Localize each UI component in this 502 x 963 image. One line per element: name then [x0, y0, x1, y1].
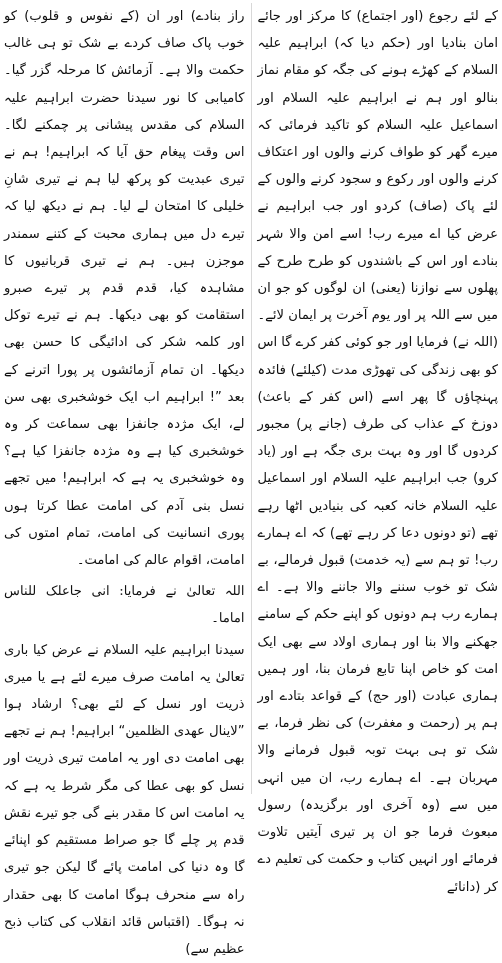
column-divider: [251, 3, 252, 794]
paragraph-quran-translation: کے لئے رجوع (اور اجتماع) کا مرکز اور جائے امان بنادیا اور (حکم دیا کہ) ابراہیم علیہ السلام کے کھڑے ہونے کی جگہ کو مقام نماز بنالو اور ہم نے ابراہیم علیہ السلام اور اسماعیل علیہ السلام کو تاکید فرمائی کہ میرے گھر کو طواف کرنے والوں اور اعتکاف کرنے والوں اور رکوع و سجود کرنے والوں کے لئے پاک (صاف) کردو اور جب ابراہیم نے عرض کیا اے میرے رب! اسے امن والا شہر بنادے اور اس کے باشندوں کو طرح طرح کے پھلوں سے نوازنا (یعنی) ان لوگوں کو جو ان میں سے اللہ پر اور یوم آخرت پر ایمان لائے۔ (اللہ نے) فرمایا اور جو کوئی کفر کرے گا اس کو بھی زندگی کی تھوڑی مدت (کیلئے) فائدہ پہنچاؤں گا پھر اسے (اس کفر کے باعث) دوزخ کے عذاب کی طرف (جانے پر) مجبور کردوں گا اور وہ بہت بری جگہ ہے اور (یاد کرو) جب ابراہیم علیہ السلام اور اسماعیل علیہ السلام خانہ کعبہ کی بنیادیں اٹھا رہے تھے (تو دونوں دعا کر رہے تھے) کہ اے ہمارے رب! تو ہم سے (یہ خدمت) قبول فرمالے، بے شک تو خوب سننے والا جاننے والا ہے۔ اے ہمارے رب ہم دونوں کو اپنے حکم کے سامنے جھکنے والا بنا اور ہماری اولاد سے بھی ایک امت کو خاص اپنا تابع فرمان بنا، اور ہمیں ہماری عبادت (اور حج) کے قواعد بتادے اور ہم پر (رحمت و مغفرت) کی نظر فرما، بے شک تو ہی بہت توبہ قبول فرمانے والا مہربان ہے۔ اے ہمارے رب، ان میں انہی میں سے (وہ آخری اور برگزیدہ) رسول مبعوث فرما جو ان پر تیری آیتیں تلاوت فرمائے اور انہیں کتاب و حکمت کی تعلیم دے کر (دانائے: [257, 9, 498, 895]
paragraph-ibrahim-request: سیدنا ابراہیم علیہ السلام نے عرض کیا باری تعالیٰ یہ امامت صرف میرے لئے ہے یا میری ذریت اور نسل کے لئے بھی؟ ارشاد ہوا ”لاینال عھدی الظلمین“ ابراہیم! ہم نے تجھے بھی امامت دی اور یہ امامت تیری ذریت اور نسل کو بھی عطا کی مگر شرط یہ ہے کہ یہ امامت اس کا مقدر بنے گی جو تیرے نقش قدم پر چلے گا جو صراط مستقیم کو اپنائے گا وہ دنیا کی امامت پائے گا لیکن جو تیری راہ سے منحرف ہوگا امامت کا بھی حقدار نہ ہوگا۔ (اقتباس قائد انقلاب کی کتاب ذبح عظیم سے): [4, 642, 245, 957]
paragraph-trial-passed: راز بنادے) اور ان (کے نفوس و قلوب) کو خوب پاک صاف کردے بے شک تو ہی غالب حکمت والا ہے۔ آزمائش کا مرحلہ گزر گیا۔ کامیابی کا نور سیدنا حضرت ابراہیم علیہ السلام کی مقدس پیشانی پر چمکنے لگا۔ اس وقت پیغام حق آیا کہ ابراہیم! ہم نے تیری عبدیت کو پرکھ لیا ہم نے تیری شانِ خلیلی کا امتحان لے لیا۔ ہم نے دیکھ لیا کہ تیرے دل میں ہماری محبت کے کتنے سمندر موجزن ہیں۔ ہم نے تیری قربانیوں کا مشاہدہ کیا، قدم قدم پر تیرے صبرو استقامت کو بھی دیکھا۔ ہم نے تیرے توکل اور کلمہ شکر کی ادائیگی کا حسن بھی دیکھا۔ ان تمام آزمائشوں پر پورا اترنے کے بعد ”! ابراہیم اب ایک خوشخبری بھی سن لے، ایک مژدہ جانفزا بھی سماعت کر وہ خوشخبری کیا ہے وہ مژدہ جانفزا کیا ہے؟ وہ خوشخبری یہ ہے کہ ابراہیم! میں تجھے نسل بنی آدم کی امامت عطا کرتا ہوں پوری انسانیت کی امامت، تمام امتوں کی امامت، اقوام عالم کی امامت۔: [4, 9, 245, 569]
right-column: [257, 3, 499, 895]
paragraph-ayah-imamat: اللہ تعالیٰ نے فرمایا: انی جاعلک للناس اماما۔: [4, 584, 245, 627]
left-column: [4, 3, 245, 957]
